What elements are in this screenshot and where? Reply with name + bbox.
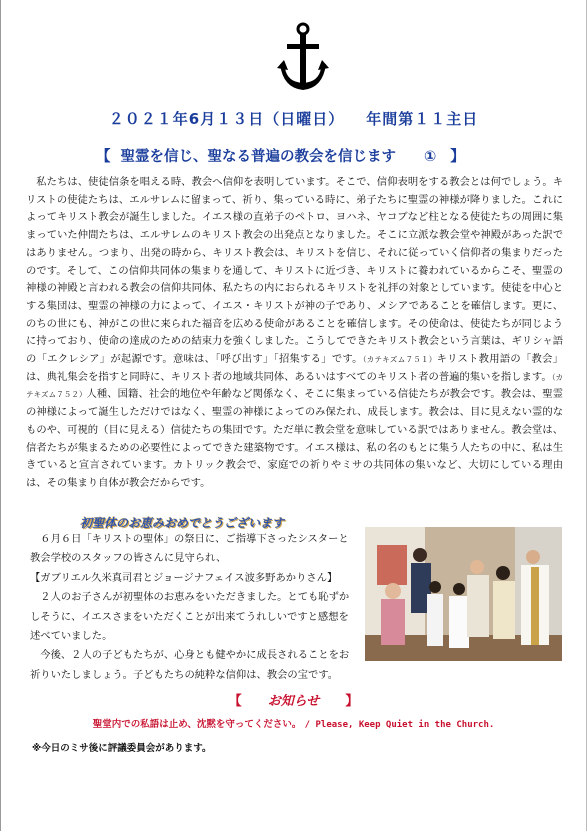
catechism-ref: （カテキズム７５２） [26,372,564,400]
bulletin-date: ２０２１年6月１３日（日曜日） 年間第１１主日 [108,110,479,128]
first-communion-photo [365,527,562,661]
theme-number: ① [424,149,437,165]
quiet-notice: 聖堂内での私語は止め、沈黙を守ってください。 / Please, Keep Quiet in the Church. [92,719,495,730]
catechism-ref: （カテキズム７５１） [362,355,437,365]
notice-heading: 【 お知らせ 】 [228,694,359,709]
names-line: 【ガブリエル久米真司君とジョージナフェイス波多野あかりさん】 [30,571,338,584]
anchor-icon [277,22,329,94]
theme-heading: 【 聖霊を信じ、聖なる普遍の教会を信じます ① 】 [96,149,465,165]
first-communion-heading: 初聖体のお恵みおめでとうございます [80,516,285,530]
main-article: 私たちは、使徒信条を唱える時、教会へ信仰を表明しています。そこで、信仰表明をする教会とは何でしょう。キリストの使徒たちは、エルサレムに留まって、祈り、集っている時に、弟子たちに聖霊の神様が降りました。これによってキリスト教会が誕生しました。イエス様の直弟子のペトロ、ヨハネ、ヤコブなど柱となる使徒たちの周囲に集まっていた仲間たちは、エルサレムのキリスト教会の出発点となりました。そこに立派な教会堂や神殿があった訳ではありません。つまり、出発の時から、キリスト教会は、キリストを信じ、それに従っていく信仰者の集まりだったのです。そして、この信仰共同体の集まりを通して、キリストに近づき、キリストに養われているからこそ、聖霊の神様の神殿と言われる教会の信仰共同体、私たちの内におられるキリストを礼拝の対象としています。使徒を中心とする集団は、聖霊の神様の力によって、イエス・キリストが神の子であり、メシアであることを確信します。更に、のちの世にも、神がこの世に来られた福音を広める使命があることを確信します。その使命は、使徒たちが同じように持っており、使命の達成のための結束力を強くしました。こうしてできたキリスト教会という言葉は、ギリシャ語の「エクレシア」が起源です。意味は、「呼び出す」「招集する」です。（カテキズム７５１）キリスト教用語の「教会」は、典礼集会を指すと同時に、キリスト者の地域共同体、あるいはすべてのキリスト者の普遍的集いを指します。（カテキズム７５２）人種、国籍、社会的地位や年齢など関係なく、そこに集まっている信徒たちが教会です。教会は、聖霊の神様によって誕生しただけではなく、聖霊の神様によってのみ保たれ、成長します。教会は、目に見えない霊的なものや、可視的（目に見える）信徒たちの集団です。ただ単に教会堂を意味している訳ではありません。教会堂は、信者たちが集まるための必要性によってできた建築物です。イエス様は、私の名のもとに集う人たちの中に、私は生きていると宣言されています。カトリック教会で、家庭での祈りやミサの共同体の集いなど、大切にしている理由は、その集まり自体が教会だからです。 [26,176,564,489]
first-communion-text: ６月６日「キリストの聖体」の祭日に、ご指導下さったシスターと教会学校のスタッフの皆さんに見守られ、 【ガブリエル久米真司君とジョージナフェイス波多野あかりさん】 ２人のお子さんが初聖体のお恵みをいただきました。とても恥ずかしそうに、イエスさまをいただくことが出来てうれしいですと感想を述べていました。 今後、２人の子どもたちが、心身とも健やかに成長されることをお祈りいたしましょう。子どもたちの純粋な信仰は、教会の宝です。 [30,530,356,685]
meeting-note: ※今日のミサ後に評議委員会があります。 [32,743,212,754]
theme-text: 聖霊を信じ、聖なる普遍の教会を信じます [120,149,396,165]
